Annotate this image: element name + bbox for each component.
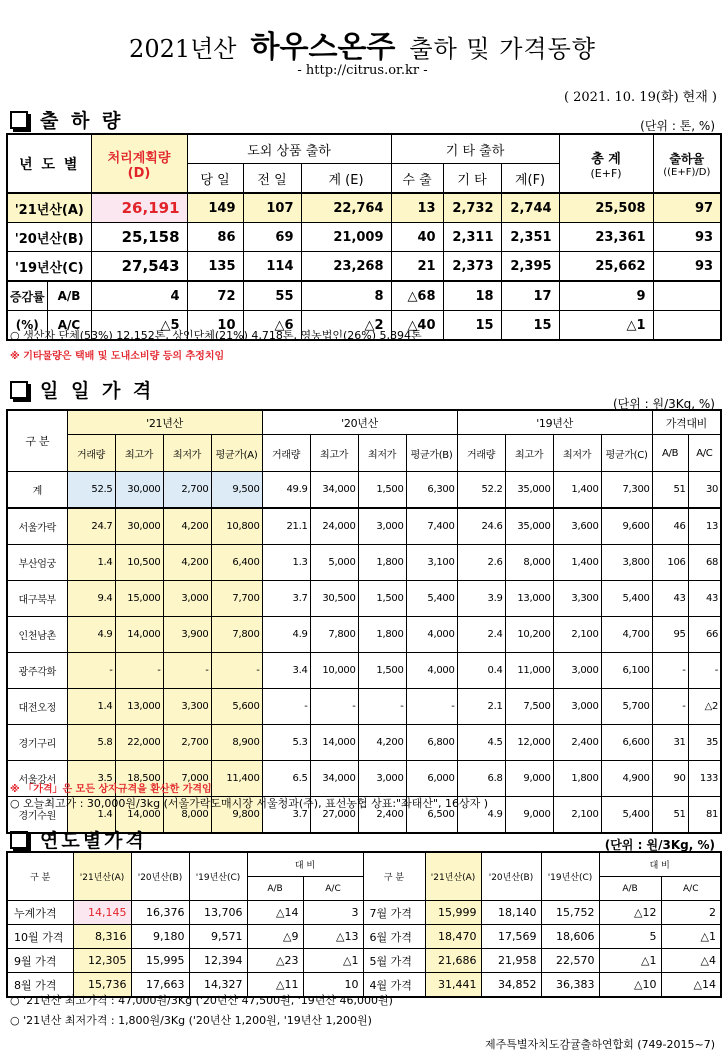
price-cell: 49.9 bbox=[262, 472, 310, 509]
price-cell: 1.4 bbox=[67, 545, 115, 581]
price-cell: 3,600 bbox=[553, 508, 601, 545]
producer-note: ○ 생산자 단체(53%) 12,152톤, 상인단체(21%) 4,718톤, 영농법인(26%) 5,894톤 bbox=[10, 329, 422, 342]
price-cell: 6,500 bbox=[406, 797, 457, 834]
price-cell: 52.5 bbox=[67, 472, 115, 509]
price-cell: △1 bbox=[661, 925, 721, 949]
page-title bbox=[0, 22, 725, 66]
price-cell: △4 bbox=[661, 949, 721, 973]
price-cell: 30 bbox=[688, 472, 721, 509]
price-cell: 30,000 bbox=[115, 508, 163, 545]
price-cell: 5,400 bbox=[406, 581, 457, 617]
price-cell: 12,305 bbox=[73, 949, 131, 973]
price-cell: 3.4 bbox=[262, 653, 310, 689]
price-cell: 7,400 bbox=[406, 508, 457, 545]
price-cell: - bbox=[652, 689, 688, 725]
daily-price-table: 구 분 '21년산 '20년산 '19년산 가격대비 거래량 최고가 최저가 평균가(A) 거래량 최고가 최저가 평균가(B) 거래량 최고가 최저가 평균가(C) A/B A/C 계 52.5 30,000 2,700 9,500 49.9 34,000 1,500 6,300 52.2 35,000 1,400 7,300 51 30 서울가락 24.7 30,000 4,200 10,800 21.1 24,000 3,000 7,400 24.6 35,000 3,600 9,600 46 13 부산엄궁 1.4 10,500 4,200 6,400 1.3 5,000 1,800 3,100 2.6 8,000 1,400 3,800 106 68 대구북부 9.4 15,000 3,000 7,700 3.7 30,500 1,500 5,400 3.9 13,000 3,300 5,400 43 43 인천남촌 4.9 14,000 3,900 7,800 4.9 7,800 1,800 4,000 2.4 10,200 2,100 4,700 95 66 광주각화 - - - - 3.4 10,000 1,500 4,000 0.4 11,000 3,000 6,100 - - 대전오정 1.4 13,000 3,300 5,600 - - - - 2.1 7,500 3,000 5,700 - △2 경기구리 5.8 22,000 2,700 8,900 5.3 14,000 4,200 6,800 4.5 12,000 2,400 6,600 31 35 서울강서 3.5 18,500 7,000 11,400 6.5 34,000 3,000 6,000 6.8 9,000 1,800 4,900 90 133 경기수원 1.4 14,000 8,000 9,800 3.7 27,000 2,400 6,500 4.9 9,000 2,100 5,400 51 81 bbox=[6, 409, 722, 834]
price-cell: 8,000 bbox=[163, 797, 211, 834]
price-cell: 10 bbox=[303, 973, 363, 998]
price-cell: 2.4 bbox=[457, 617, 505, 653]
price-cell: 3,300 bbox=[553, 581, 601, 617]
price-cell: 9,180 bbox=[131, 925, 189, 949]
price-cell: 6.8 bbox=[457, 761, 505, 797]
table-row bbox=[7, 472, 721, 509]
price-cell: △1 bbox=[599, 949, 661, 973]
total-header: 총 계 (E+F) bbox=[559, 134, 653, 193]
price-cell: 24,000 bbox=[310, 508, 358, 545]
season-low-note: ○ '21년산 최저가격 : 1,800원/3Kg ('20년산 1,200원, '19년산 1,200원) bbox=[10, 1014, 372, 1027]
price-cell: 15,000 bbox=[115, 581, 163, 617]
price-cell: 2,700 bbox=[163, 725, 211, 761]
price-cell: 2 bbox=[661, 901, 721, 925]
price-cell: 17,663 bbox=[131, 973, 189, 998]
price-cell: 18,606 bbox=[541, 925, 599, 949]
price-cell: 4.9 bbox=[262, 617, 310, 653]
price-cell: 6,000 bbox=[406, 761, 457, 797]
price-cell: 2,100 bbox=[553, 797, 601, 834]
price-cell: 43 bbox=[688, 581, 721, 617]
price-cell: 1,500 bbox=[358, 653, 406, 689]
price-cell: - bbox=[652, 653, 688, 689]
price-cell: 9,000 bbox=[505, 761, 553, 797]
price-cell: 3.7 bbox=[262, 581, 310, 617]
price-cell: - bbox=[115, 653, 163, 689]
price-cell: - bbox=[262, 689, 310, 725]
table-row bbox=[7, 545, 721, 581]
table-row: '20년산(B) 25,158 86 69 21,009 40 2,311 2,351 23,361 93 bbox=[7, 223, 721, 252]
price-cell: 9,000 bbox=[505, 797, 553, 834]
price-cell: 5.3 bbox=[262, 725, 310, 761]
price-cell: △13 bbox=[303, 925, 363, 949]
price-cell: 0.4 bbox=[457, 653, 505, 689]
price-cell: 3,000 bbox=[358, 508, 406, 545]
market-name: 경기구리 bbox=[7, 725, 67, 761]
yearly-section-title: 연도별가격 bbox=[10, 826, 147, 853]
price-cell: 9,500 bbox=[211, 472, 262, 509]
market-name: 부산엄궁 bbox=[7, 545, 67, 581]
price-cell: 5,700 bbox=[601, 689, 652, 725]
price-cell: 13,000 bbox=[505, 581, 553, 617]
price-cell: 30,500 bbox=[310, 581, 358, 617]
price-cell: 13,000 bbox=[115, 689, 163, 725]
price-cell: 10,500 bbox=[115, 545, 163, 581]
price-note: ※ 「가격」은 모든 상자규격을 환산한 가격임 bbox=[10, 784, 212, 795]
price-cell: 35 bbox=[688, 725, 721, 761]
price-cell: 7,700 bbox=[211, 581, 262, 617]
price-cell: 3,900 bbox=[163, 617, 211, 653]
price-cell: 30,000 bbox=[115, 472, 163, 509]
price-cell: 4,900 bbox=[601, 761, 652, 797]
price-cell: 7,000 bbox=[163, 761, 211, 797]
table-row bbox=[7, 949, 721, 973]
price-cell: 15,752 bbox=[541, 901, 599, 925]
period-label: 9월 가격 bbox=[7, 949, 73, 973]
price-cell: 6,100 bbox=[601, 653, 652, 689]
price-cell: - bbox=[67, 653, 115, 689]
price-cell: △2 bbox=[688, 689, 721, 725]
market-name: 서울강서 bbox=[7, 761, 67, 797]
price-cell: 17,569 bbox=[481, 925, 541, 949]
yearly-unit: (단위 : 원/3Kg, %) bbox=[604, 838, 715, 852]
price-cell: 34,000 bbox=[310, 761, 358, 797]
price-cell: 10,000 bbox=[310, 653, 358, 689]
price-cell: 15,995 bbox=[131, 949, 189, 973]
market-name: 인천남촌 bbox=[7, 617, 67, 653]
price-cell: 14,000 bbox=[115, 617, 163, 653]
yearly-price-table: 구 분 '21년산(A) '20년산(B) '19년산(C) 대 비 구 분 '21년산(A) '20년산(B) '19년산(C) 대 비 A/B A/C A/B A/C 누계가격 14,145 16,376 13,706 △14 3 7월 가격 15,999 18,140 15,752 △12 2 10월 가격 8,316 9,180 9,571 △9 △13 6월 가격 18,470 17,569 18,606 5 △1 9월 가격 12,305 15,995 12,394 △23 △1 5월 가격 21,686 21,958 22,570 △1 △4 8월 가격 15,736 17,663 14,327 △11 10 4월 가격 31,441 34,852 36,383 △10 △14 bbox=[6, 851, 722, 998]
price-cell: 14,000 bbox=[115, 797, 163, 834]
price-cell: 10,200 bbox=[505, 617, 553, 653]
table-row bbox=[7, 725, 721, 761]
price-cell: 3 bbox=[303, 901, 363, 925]
price-cell: 6.5 bbox=[262, 761, 310, 797]
price-cell: 81 bbox=[688, 797, 721, 834]
price-cell: 2,400 bbox=[358, 797, 406, 834]
price-cell: 6,300 bbox=[406, 472, 457, 509]
market-name: 서울가락 bbox=[7, 508, 67, 545]
price-cell: 14,145 bbox=[73, 901, 131, 925]
table-row bbox=[7, 508, 721, 545]
price-cell: 5.8 bbox=[67, 725, 115, 761]
checkbox-icon bbox=[10, 111, 28, 129]
price-cell: 6,600 bbox=[601, 725, 652, 761]
price-cell: 8,000 bbox=[505, 545, 553, 581]
market-name: 광주각화 bbox=[7, 653, 67, 689]
price-cell: 1.3 bbox=[262, 545, 310, 581]
price-cell: 3.9 bbox=[457, 581, 505, 617]
price-cell: 18,470 bbox=[425, 925, 481, 949]
price-cell: - bbox=[688, 653, 721, 689]
site-url[interactable]: - http://citrus.or.kr - bbox=[297, 63, 428, 78]
price-cell: 3,100 bbox=[406, 545, 457, 581]
table-row: 증감률 A/B 4 72 55 8 △68 18 17 9 bbox=[7, 281, 721, 311]
price-cell: 5,000 bbox=[310, 545, 358, 581]
price-cell: 3.5 bbox=[67, 761, 115, 797]
price-cell: 35,000 bbox=[505, 472, 553, 509]
price-cell: 21,958 bbox=[481, 949, 541, 973]
table-row bbox=[7, 653, 721, 689]
price-cell: 2,400 bbox=[553, 725, 601, 761]
price-cell: 2.1 bbox=[457, 689, 505, 725]
daily-unit: (단위 : 원/3Kg, %) bbox=[612, 397, 715, 411]
price-cell: 3,800 bbox=[601, 545, 652, 581]
price-cell: 8,316 bbox=[73, 925, 131, 949]
price-cell: 27,000 bbox=[310, 797, 358, 834]
price-cell: 51 bbox=[652, 472, 688, 509]
price-cell: 1,800 bbox=[553, 761, 601, 797]
price-cell: - bbox=[406, 689, 457, 725]
price-cell: 1,400 bbox=[553, 545, 601, 581]
price-cell: 5,600 bbox=[211, 689, 262, 725]
price-cell: △1 bbox=[303, 949, 363, 973]
price-cell: 35,000 bbox=[505, 508, 553, 545]
price-cell: 43 bbox=[652, 581, 688, 617]
price-cell: 9,800 bbox=[211, 797, 262, 834]
price-cell: 12,000 bbox=[505, 725, 553, 761]
checkbox-icon bbox=[10, 381, 28, 399]
price-cell: 3,000 bbox=[163, 581, 211, 617]
period-label: 5월 가격 bbox=[363, 949, 425, 973]
today-high-note: ○ 오늘최고가 : 30,000원/3kg (서울가락도매시장 서울청과(주), 표선농협 상표:"좌태산", 16상자 ) bbox=[10, 797, 489, 810]
price-cell: 5,400 bbox=[601, 581, 652, 617]
price-cell: 1.4 bbox=[67, 797, 115, 834]
price-cell: 4,700 bbox=[601, 617, 652, 653]
table-row: '21년산(A) 26,191 149 107 22,764 13 2,732 2,744 25,508 97 bbox=[7, 193, 721, 223]
price-cell: 7,800 bbox=[211, 617, 262, 653]
price-cell: △23 bbox=[247, 949, 303, 973]
price-cell: 21.1 bbox=[262, 508, 310, 545]
price-cell: 5 bbox=[599, 925, 661, 949]
price-cell: 106 bbox=[652, 545, 688, 581]
price-cell: 10,800 bbox=[211, 508, 262, 545]
price-cell: 4.9 bbox=[67, 617, 115, 653]
price-cell: 5,400 bbox=[601, 797, 652, 834]
price-cell: 8,900 bbox=[211, 725, 262, 761]
price-cell: 4.5 bbox=[457, 725, 505, 761]
price-cell: - bbox=[310, 689, 358, 725]
footer-org: 제주특별자치도감귤출하연합회 (749-2015~7) bbox=[484, 1038, 715, 1051]
price-cell: - bbox=[211, 653, 262, 689]
title-rest: 출하 및 가격동향 bbox=[409, 35, 596, 63]
price-cell: △10 bbox=[599, 973, 661, 998]
price-cell: 18,140 bbox=[481, 901, 541, 925]
price-cell: 66 bbox=[688, 617, 721, 653]
period-label: 6월 가격 bbox=[363, 925, 425, 949]
price-cell: 2,700 bbox=[163, 472, 211, 509]
price-cell: 90 bbox=[652, 761, 688, 797]
shipment-unit: (단위 : 톤, %) bbox=[640, 119, 715, 133]
price-cell: 9,600 bbox=[601, 508, 652, 545]
table-row bbox=[7, 617, 721, 653]
price-cell: 1,800 bbox=[358, 617, 406, 653]
price-cell: 133 bbox=[688, 761, 721, 797]
period-label: 8월 가격 bbox=[7, 973, 73, 998]
price-cell: 11,000 bbox=[505, 653, 553, 689]
price-cell: 68 bbox=[688, 545, 721, 581]
year-header: 년 도 별 bbox=[7, 134, 91, 193]
price-cell: 22,570 bbox=[541, 949, 599, 973]
price-cell: 3,000 bbox=[553, 689, 601, 725]
table-row bbox=[7, 581, 721, 617]
price-cell: 4,200 bbox=[358, 725, 406, 761]
price-cell: 2.6 bbox=[457, 545, 505, 581]
price-cell: 3,000 bbox=[358, 761, 406, 797]
market-name: 대전오정 bbox=[7, 689, 67, 725]
price-cell: 31 bbox=[652, 725, 688, 761]
price-cell: 1,800 bbox=[358, 545, 406, 581]
price-cell: 14,327 bbox=[189, 973, 247, 998]
price-cell: 16,376 bbox=[131, 901, 189, 925]
table-row: (%) A/C △5 10 △6 △2 △40 15 15 △1 bbox=[7, 311, 721, 341]
price-cell: - bbox=[163, 653, 211, 689]
market-name: 계 bbox=[7, 472, 67, 509]
price-cell: 95 bbox=[652, 617, 688, 653]
shipment-table: 년 도 별 처리계획량 (D) 도외 상품 출하 기 타 출하 총 계 (E+F) 출하율 ((E+F)/D) 당 일 전 일 계 (E) 수 출 기 타 계(F) '21년산(A) 26,191 149 107 22,764 13 2,732 2,744 25,508 97 '20년산(B) 25,158 86 69 21,009 40 2,311 2,351 23,361 93 '19년산(C) 27,543 135 114 23,268 21 2,373 2,395 25,662 93 증감률 A/B 4 72 55 8 △68 18 17 9 (%) A/C △5 10 △6 △2 △40 15 15 △1 bbox=[6, 133, 722, 341]
price-cell: 51 bbox=[652, 797, 688, 834]
price-cell: 31,441 bbox=[425, 973, 481, 998]
price-cell: 34,000 bbox=[310, 472, 358, 509]
price-cell: 15,736 bbox=[73, 973, 131, 998]
price-cell: △9 bbox=[247, 925, 303, 949]
price-cell: 13,706 bbox=[189, 901, 247, 925]
price-cell: 4,200 bbox=[163, 508, 211, 545]
price-cell: 4,200 bbox=[163, 545, 211, 581]
market-name: 경기수원 bbox=[7, 797, 67, 834]
price-cell: 11,400 bbox=[211, 761, 262, 797]
price-cell: 46 bbox=[652, 508, 688, 545]
period-label: 4월 가격 bbox=[363, 973, 425, 998]
other-header: 기 타 출하 bbox=[391, 134, 559, 164]
price-cell: 1,400 bbox=[553, 472, 601, 509]
price-cell: 7,300 bbox=[601, 472, 652, 509]
report-date: ( 2021. 10. 19(화) 현재 ) bbox=[563, 90, 717, 105]
price-cell: 13 bbox=[688, 508, 721, 545]
price-cell: 3,000 bbox=[553, 653, 601, 689]
price-cell: - bbox=[358, 689, 406, 725]
price-cell: 9,571 bbox=[189, 925, 247, 949]
price-cell: 24.6 bbox=[457, 508, 505, 545]
price-cell: 52.2 bbox=[457, 472, 505, 509]
market-name: 대구북부 bbox=[7, 581, 67, 617]
price-cell: △11 bbox=[247, 973, 303, 998]
price-cell: 14,000 bbox=[310, 725, 358, 761]
price-cell: 24.7 bbox=[67, 508, 115, 545]
price-cell: △14 bbox=[247, 901, 303, 925]
title-name: 하우스온주 bbox=[250, 30, 396, 65]
title-year: 2021년산 bbox=[129, 35, 237, 63]
table-row: '19년산(C) 27,543 135 114 23,268 21 2,373 2,395 25,662 93 bbox=[7, 252, 721, 282]
price-cell: 7,500 bbox=[505, 689, 553, 725]
price-cell: 1.4 bbox=[67, 689, 115, 725]
daily-section-title: 일 일 가 격 bbox=[10, 376, 154, 403]
price-cell: 1,500 bbox=[358, 581, 406, 617]
period-label: 10월 가격 bbox=[7, 925, 73, 949]
domestic-header: 도외 상품 출하 bbox=[187, 134, 391, 164]
checkbox-icon bbox=[10, 831, 28, 849]
plan-header: 처리계획량 (D) bbox=[91, 134, 187, 193]
price-cell: 34,852 bbox=[481, 973, 541, 998]
price-cell: 3,300 bbox=[163, 689, 211, 725]
other-volume-note: ※ 기타물량은 택배 및 도내소비량 등의 추정치임 bbox=[10, 351, 225, 362]
period-label: 누계가격 bbox=[7, 901, 73, 925]
price-cell: 15,999 bbox=[425, 901, 481, 925]
price-cell: 22,000 bbox=[115, 725, 163, 761]
table-row bbox=[7, 901, 721, 925]
price-cell: 18,500 bbox=[115, 761, 163, 797]
daily-corner: 구 분 bbox=[7, 410, 67, 472]
price-cell: △14 bbox=[661, 973, 721, 998]
price-cell: 4.9 bbox=[457, 797, 505, 834]
price-cell: 9.4 bbox=[67, 581, 115, 617]
price-cell: 2,100 bbox=[553, 617, 601, 653]
table-row bbox=[7, 925, 721, 949]
shipment-section-title: 출 하 량 bbox=[10, 106, 123, 133]
price-cell: △12 bbox=[599, 901, 661, 925]
price-cell: 1,500 bbox=[358, 472, 406, 509]
price-cell: 3.7 bbox=[262, 797, 310, 834]
ratio-header: 출하율 ((E+F)/D) bbox=[653, 134, 721, 193]
price-cell: 36,383 bbox=[541, 973, 599, 998]
period-label: 7월 가격 bbox=[363, 901, 425, 925]
table-row bbox=[7, 689, 721, 725]
price-cell: 7,800 bbox=[310, 617, 358, 653]
price-cell: 4,000 bbox=[406, 617, 457, 653]
price-cell: 6,800 bbox=[406, 725, 457, 761]
price-cell: 12,394 bbox=[189, 949, 247, 973]
price-cell: 6,400 bbox=[211, 545, 262, 581]
season-high-note: ○ '21년산 최고가격 : 47,000원/3Kg ('20년산 47,500원, '19년산 46,000원) bbox=[10, 994, 393, 1007]
price-cell: 4,000 bbox=[406, 653, 457, 689]
price-cell: 21,686 bbox=[425, 949, 481, 973]
